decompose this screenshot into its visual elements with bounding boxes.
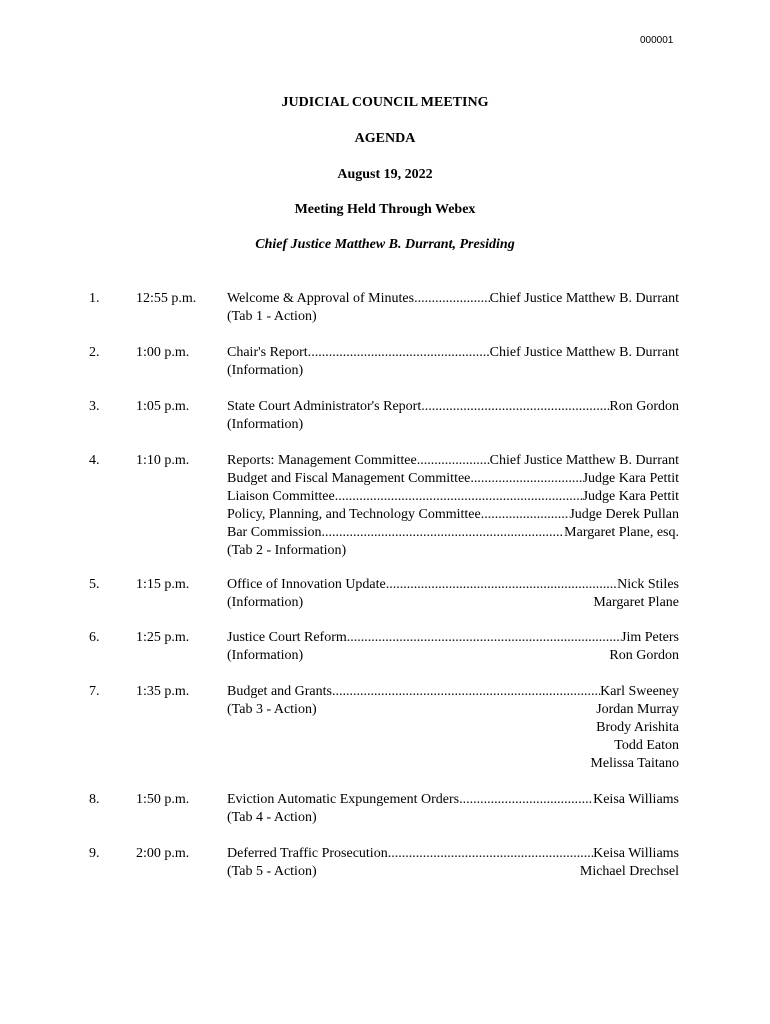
dot-leader	[470, 470, 582, 488]
agenda-line	[227, 524, 679, 542]
agenda-item-number: 2.	[89, 345, 100, 360]
agenda-presenter: Keisa Williams	[593, 846, 679, 861]
agenda-item-time: 1:25 p.m.	[136, 630, 190, 645]
agenda-topic: Deferred Traffic Prosecution	[227, 846, 388, 861]
agenda-topic: Chair's Report.	[227, 345, 312, 360]
agenda-presenter: Jordan Murray	[596, 702, 679, 717]
agenda-line	[227, 398, 679, 416]
agenda-line	[227, 683, 679, 701]
dot-leader	[311, 344, 489, 362]
agenda-topic: Eviction Automatic Expungement Orders	[227, 792, 460, 807]
agenda-presenter: Karl Sweeney	[600, 684, 679, 699]
agenda-note: (Tab 2 - Information)	[227, 543, 347, 558]
dot-leader	[322, 524, 565, 542]
meeting-title: JUDICIAL COUNCIL MEETING	[281, 95, 489, 110]
agenda-item-time: 2:00 p.m.	[136, 846, 190, 861]
agenda-item-time: 1:15 p.m.	[136, 577, 190, 592]
agenda-line	[227, 755, 679, 773]
agenda-item-content	[227, 452, 679, 560]
dot-leader	[335, 488, 583, 506]
agenda-item-content	[227, 845, 679, 881]
agenda-presenter: Melissa Taitano	[590, 756, 679, 771]
agenda-item-number: 5.	[89, 577, 100, 592]
agenda-line	[227, 594, 679, 612]
agenda-presenter: Margaret Plane	[593, 595, 679, 610]
dot-leader	[386, 576, 617, 594]
agenda-line	[227, 737, 679, 755]
agenda-presenter: Ron Gordon	[609, 399, 679, 414]
agenda-line	[227, 506, 679, 524]
agenda-presenter: Chief Justice Matthew B. Durrant	[489, 345, 679, 360]
dot-leader	[481, 506, 570, 524]
agenda-line	[227, 845, 679, 863]
agenda-topic: Policy, Planning, and Technology Committee	[227, 507, 481, 522]
presiding-line: Chief Justice Matthew B. Durrant, Presiding	[255, 237, 515, 252]
dot-leader	[388, 845, 593, 863]
agenda-presenter: Chief Justice Matthew B. Durrant	[489, 291, 679, 306]
agenda-line	[227, 470, 679, 488]
agenda-note: (Tab 1 - Action)	[227, 309, 317, 324]
agenda-item-number: 6.	[89, 630, 100, 645]
agenda-presenter: Keisa Williams	[593, 792, 679, 807]
dot-leader	[347, 629, 621, 647]
agenda-presenter: Judge Kara Pettit	[582, 489, 679, 504]
agenda-topic: Liaison Committee	[227, 489, 335, 504]
agenda-presenter: Jim Peters	[621, 630, 679, 645]
agenda-item-content	[227, 683, 679, 773]
agenda-item-time: 12:55 p.m.	[136, 291, 197, 306]
agenda-line	[227, 647, 679, 665]
agenda-item-content	[227, 344, 679, 380]
agenda-item-time: 1:05 p.m.	[136, 399, 190, 414]
agenda-heading: AGENDA	[354, 131, 416, 146]
agenda-line	[227, 344, 679, 362]
agenda-item-time: 1:35 p.m.	[136, 684, 190, 699]
agenda-topic: Justice Court Reform	[227, 630, 347, 645]
agenda-item-number: 3.	[89, 399, 100, 414]
page-number: 000001	[640, 35, 674, 46]
agenda-note: (Information)	[227, 363, 304, 378]
meeting-date: August 19, 2022	[337, 167, 433, 182]
agenda-line	[227, 791, 679, 809]
agenda-presenter: Judge Derek Pullan	[569, 507, 679, 522]
agenda-line	[227, 719, 679, 737]
agenda-presenter: Nick Stiles	[617, 577, 679, 592]
agenda-topic: Reports: Management Committee	[227, 453, 417, 468]
agenda-item-number: 1.	[89, 291, 100, 306]
agenda-line	[227, 290, 679, 308]
agenda-note: (Tab 5 - Action)	[227, 864, 317, 879]
agenda-item-number: 8.	[89, 792, 100, 807]
agenda-topic: Budget and Grants	[227, 684, 332, 699]
agenda-item-content	[227, 398, 679, 434]
meeting-location: Meeting Held Through Webex	[294, 202, 476, 217]
dot-leader	[417, 452, 490, 470]
agenda-item-time: 1:50 p.m.	[136, 792, 190, 807]
agenda-topic: State Court Administrator's Report	[227, 399, 422, 414]
agenda-note: (Tab 3 - Action)	[227, 702, 317, 717]
agenda-note: (Information)	[227, 648, 304, 663]
agenda-item-number: 9.	[89, 846, 100, 861]
agenda-line	[227, 701, 679, 719]
agenda-topic: Bar Commission	[227, 525, 322, 540]
dot-leader	[414, 290, 490, 308]
agenda-note: (Information)	[227, 595, 304, 610]
agenda-presenter: Michael Drechsel	[579, 864, 679, 879]
agenda-line	[227, 576, 679, 594]
agenda-presenter: Judge Kara Pettit	[582, 471, 679, 486]
agenda-line	[227, 452, 679, 470]
agenda-presenter: Todd Eaton	[614, 738, 679, 753]
agenda-item-content	[227, 576, 679, 612]
agenda-item-content	[227, 791, 679, 827]
agenda-topic: Office of Innovation Update	[227, 577, 386, 592]
dot-leader	[421, 398, 609, 416]
agenda-topic: Budget and Fiscal Management Committee	[227, 471, 471, 486]
agenda-item-number: 7.	[89, 684, 100, 699]
agenda-note: (Tab 4 - Action)	[227, 810, 317, 825]
agenda-topic: Welcome & Approval of Minutes	[227, 291, 415, 306]
agenda-item-content	[227, 629, 679, 665]
agenda-presenter: Chief Justice Matthew B. Durrant	[489, 453, 679, 468]
agenda-item-time: 1:00 p.m.	[136, 345, 190, 360]
dot-leader	[332, 683, 600, 701]
agenda-line	[227, 488, 679, 506]
agenda-line	[227, 863, 679, 881]
agenda-presenter: Ron Gordon	[609, 648, 679, 663]
agenda-item-number: 4.	[89, 453, 100, 468]
agenda-presenter: Brody Arishita	[596, 720, 679, 735]
agenda-item-time: 1:10 p.m.	[136, 453, 190, 468]
agenda-presenter: Margaret Plane, esq.	[564, 525, 679, 540]
agenda-note: (Information)	[227, 417, 304, 432]
dot-leader	[459, 791, 593, 809]
agenda-item-content	[227, 290, 679, 326]
agenda-line	[227, 629, 679, 647]
